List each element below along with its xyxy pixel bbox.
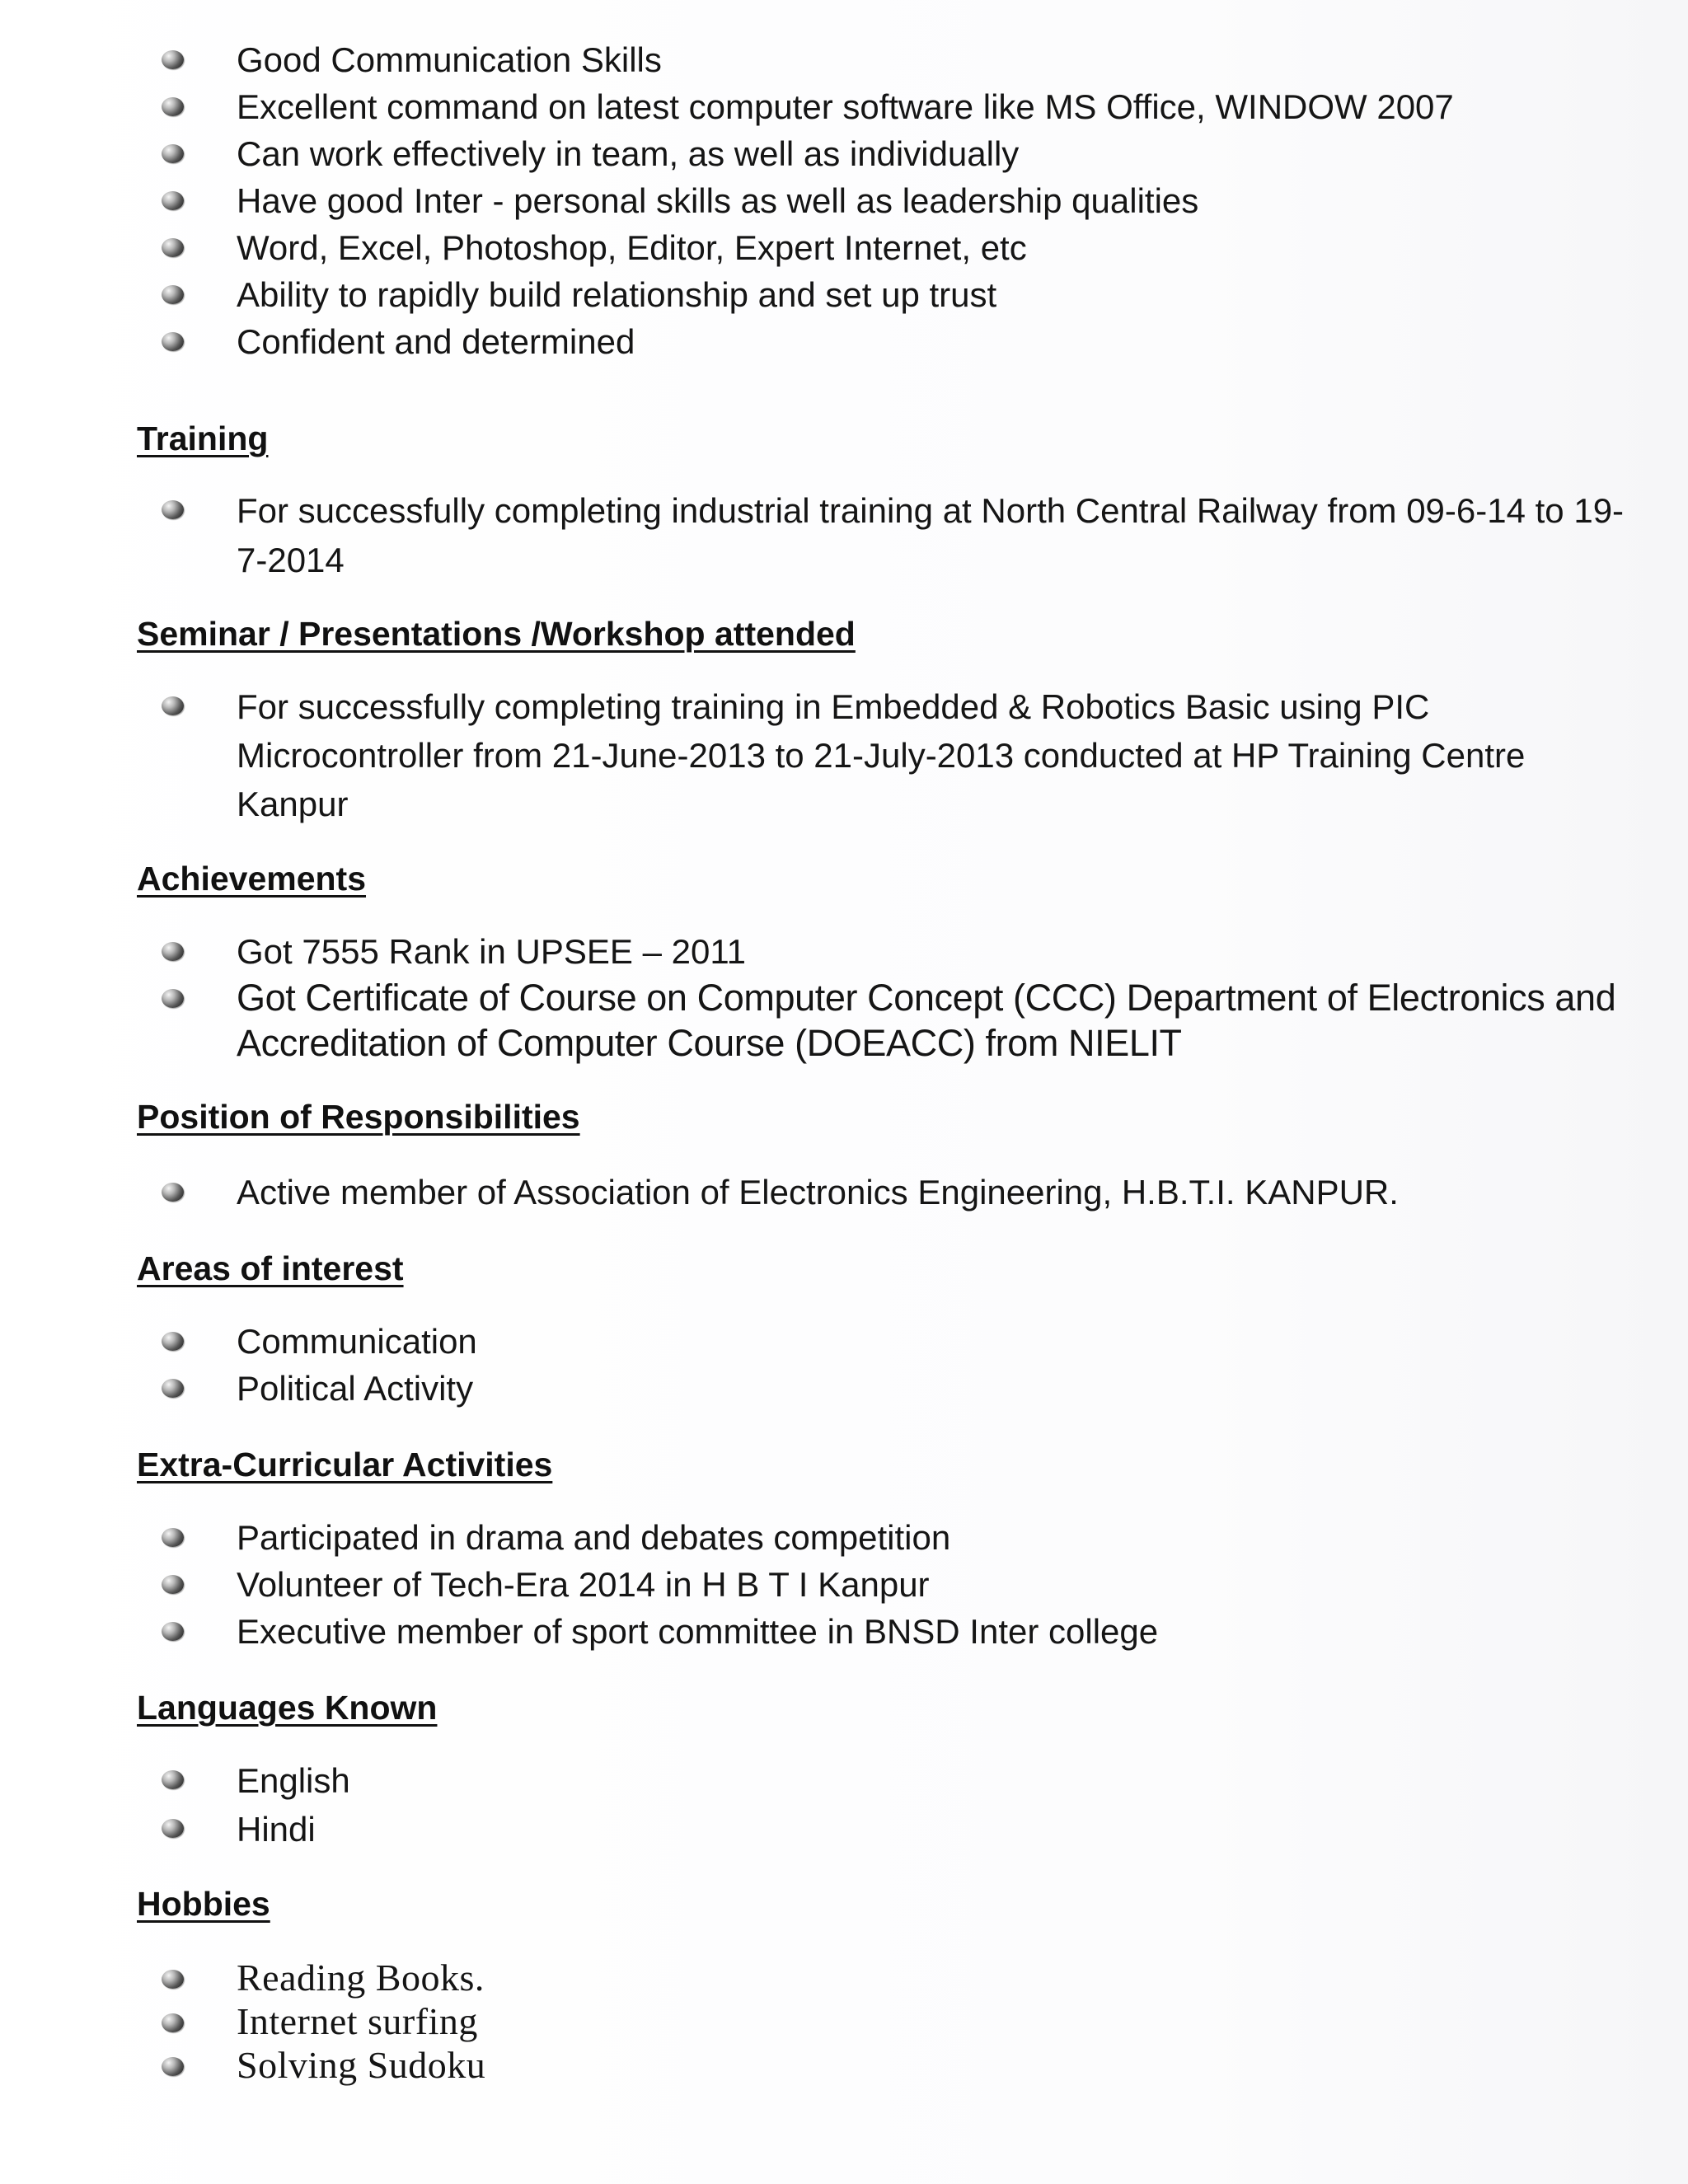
achievements-section [0, 928, 1688, 1066]
training-list [0, 486, 1688, 585]
achievements-list [0, 928, 1688, 1066]
bullet-icon [162, 285, 184, 304]
training-section [0, 486, 1688, 585]
bullet-icon [162, 1332, 184, 1351]
skill-text: Ability to rapidly build relationship and set up trust [237, 275, 997, 314]
achievements-heading: Achievements [137, 860, 367, 898]
list-item [0, 318, 1688, 365]
bullet-icon [162, 2013, 184, 2032]
bullet-icon [162, 2057, 184, 2076]
seminar-text: For successfully completing training in Embedded & Robotics Basic using PIC Microcontroller from 21-June-2013 to 21-July-2013 conducted at HP Training Centre Kanpur [237, 687, 1526, 823]
seminar-list [0, 682, 1688, 828]
training-heading: Training [137, 419, 269, 457]
hobby-text: Solving Sudoku [237, 2044, 486, 2086]
bullet-icon [162, 1770, 184, 1789]
list-item [0, 682, 1688, 828]
training-text: For successfully completing industrial training at North Central Railway from 09-6-14 to 19-7-2014 [237, 491, 1625, 579]
achievement-text: Got 7555 Rank in UPSEE – 2011 [237, 932, 746, 971]
responsibilities-section [0, 1169, 1688, 1216]
list-item [0, 1318, 1688, 1365]
language-text: English [237, 1761, 350, 1800]
bullet-icon [162, 332, 184, 351]
list-item [0, 1608, 1688, 1655]
list-item [0, 1561, 1688, 1608]
list-item [0, 486, 1688, 585]
list-item [0, 1956, 1688, 1999]
bullet-icon [162, 989, 184, 1008]
list-item [0, 1999, 1688, 2043]
interests-heading: Areas of interest [137, 1249, 404, 1287]
hobby-text: Reading Books. [237, 1957, 485, 1999]
bullet-icon [162, 50, 184, 69]
achievement-text: Got Certificate of Course on Computer Concept (CCC) Department of Electronics and Accreditation of Computer Course (DOEACC) from NIELIT [237, 977, 1616, 1064]
list-item [0, 1169, 1688, 1216]
bullet-icon [162, 1379, 184, 1398]
bullet-icon [162, 1183, 184, 1202]
bullet-icon [162, 1819, 184, 1838]
responsibilities-list [0, 1169, 1688, 1216]
responsibility-text: Active member of Association of Electronics Engineering, H.B.T.I. KANPUR. [237, 1173, 1399, 1212]
list-item [0, 1514, 1688, 1561]
bullet-icon [162, 1575, 184, 1594]
skill-text: Confident and determined [237, 322, 635, 361]
list-item [0, 130, 1688, 177]
interest-text: Political Activity [237, 1369, 474, 1408]
list-item [0, 928, 1688, 975]
activity-text: Volunteer of Tech-Era 2014 in H B T I Kanpur [237, 1565, 930, 1604]
responsibilities-heading: Position of Responsibilities [137, 1098, 580, 1136]
skill-text: Word, Excel, Photoshop, Editor, Expert Internet, etc [237, 228, 1027, 267]
list-item [0, 1805, 1688, 1854]
languages-section [0, 1756, 1688, 1854]
activity-text: Executive member of sport committee in BNSD Inter college [237, 1612, 1159, 1651]
activity-text: Participated in drama and debates competition [237, 1518, 951, 1557]
list-item [0, 2043, 1688, 2087]
hobby-text: Internet surfing [237, 2000, 478, 2042]
bullet-icon [162, 144, 184, 163]
skills-section [0, 36, 1688, 365]
languages-heading: Languages Known [137, 1689, 438, 1727]
list-item [0, 177, 1688, 224]
interest-text: Communication [237, 1322, 477, 1361]
hobbies-heading: Hobbies [137, 1885, 270, 1923]
extracurricular-section [0, 1514, 1688, 1655]
list-item [0, 975, 1688, 1066]
list-item [0, 1756, 1688, 1805]
interests-section [0, 1318, 1688, 1412]
language-text: Hindi [237, 1810, 316, 1849]
seminar-heading: Seminar / Presentations /Workshop attended [137, 615, 856, 653]
bullet-icon [162, 942, 184, 961]
skill-text: Good Communication Skills [237, 40, 662, 79]
skill-text: Have good Inter - personal skills as well as leadership qualities [237, 181, 1199, 220]
list-item [0, 36, 1688, 83]
list-item [0, 224, 1688, 271]
bullet-icon [162, 500, 184, 519]
bullet-icon [162, 1528, 184, 1547]
bullet-icon [162, 1970, 184, 1989]
bullet-icon [162, 191, 184, 210]
languages-list [0, 1756, 1688, 1854]
bullet-icon [162, 97, 184, 116]
interests-list [0, 1318, 1688, 1412]
bullet-icon [162, 1622, 184, 1641]
skill-text: Excellent command on latest computer software like MS Office, WINDOW 2007 [237, 87, 1454, 126]
extracurricular-heading: Extra-Curricular Activities [137, 1446, 553, 1483]
list-item [0, 1365, 1688, 1412]
seminar-section [0, 682, 1688, 828]
extracurricular-list [0, 1514, 1688, 1655]
list-item [0, 271, 1688, 318]
list-item [0, 83, 1688, 130]
hobbies-list [0, 1956, 1688, 2087]
skills-list [0, 36, 1688, 365]
skill-text: Can work effectively in team, as well as individually [237, 134, 1020, 173]
bullet-icon [162, 696, 184, 715]
bullet-icon [162, 238, 184, 257]
hobbies-section [0, 1956, 1688, 2087]
